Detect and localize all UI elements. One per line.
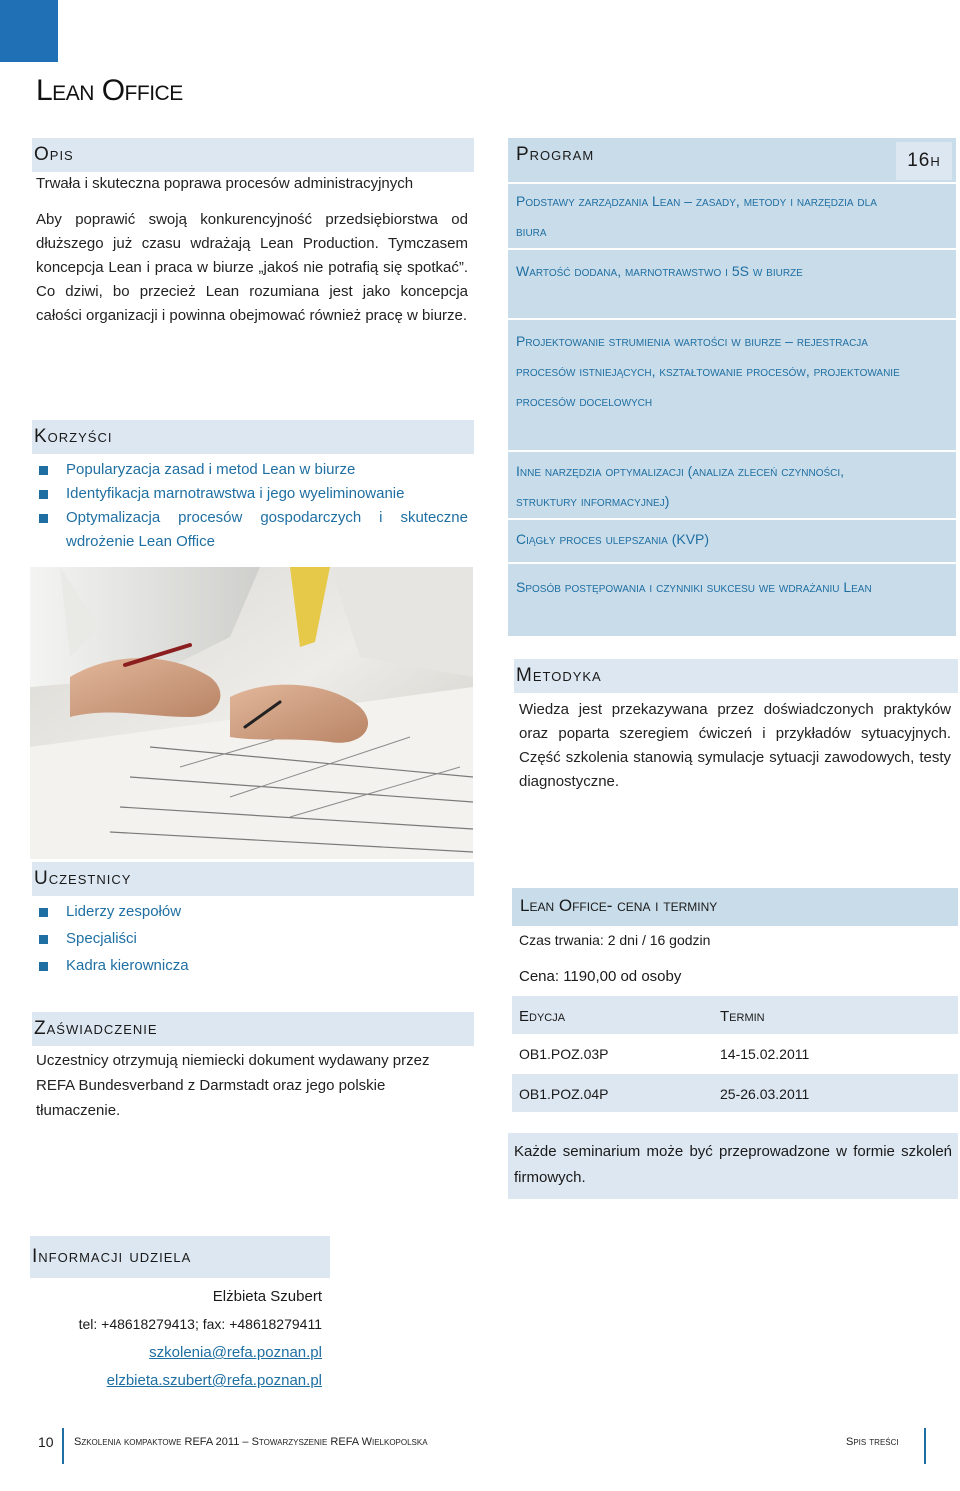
zaswiadczenie-body: Uczestnicy otrzymują niemiecki dokument wydawany przez REFA Bundesverband z Darmstadt oraz jego polskie tłumaczenie. [36, 1052, 430, 1119]
divider [508, 450, 956, 452]
info-heading: Informacji udziela [30, 1236, 330, 1278]
email-link-szkolenia[interactable]: szkolenia@refa.poznan.pl [149, 1344, 322, 1361]
footer-title: Szkolenia kompaktowe REFA 2011 – Stowarzyszenie REFA Wielkopolska [74, 1436, 428, 1448]
program-item: Projektowanie strumienia wartości w biurze – rejestracja procesów istniejących, kształtowanie procesów, projektowanie procesów docelowych [516, 333, 900, 409]
program-item: Podstawy zarządzania Lean – zasady, metody i narzędzia dla biura [516, 193, 877, 239]
price-text: Cena: 1190,00 od osoby [519, 968, 682, 985]
footer-divider [62, 1428, 64, 1464]
program-item: Inne narzędzia optymalizacji (analiza zleceń czynności, struktury informacyjnej) [516, 463, 845, 509]
korzysci-heading: Korzyści [32, 420, 474, 454]
program-hours: 16h [896, 142, 952, 180]
divider [508, 248, 956, 250]
divider [508, 518, 956, 520]
page-number: 10 [38, 1434, 54, 1450]
page-title: Lean Office [36, 74, 183, 107]
program-item: Sposób postępowania i czynniki sukcesu we wdrażaniu Lean [516, 579, 872, 595]
program-box [508, 138, 956, 636]
table-cell-edition: OB1.POZ.03P [519, 1046, 609, 1062]
footer-divider [924, 1428, 926, 1464]
note-box [508, 1133, 958, 1199]
contact-phone: tel: +48618279413; fax: +48618279411 [78, 1316, 322, 1332]
table-cell-date: 14-15.02.2011 [720, 1046, 810, 1062]
metodyka-heading: Metodyka [514, 659, 958, 693]
list-item: Popularyzacja zasad i metod Lean w biurze [36, 458, 468, 482]
list-item: Liderzy zespołów [36, 898, 468, 925]
square-bullet-icon [39, 514, 48, 523]
zaswiadczenie-heading: Zaświadczenie [32, 1012, 474, 1046]
corner-color-block [0, 0, 58, 62]
price-heading-bar [512, 888, 958, 926]
divider [508, 182, 956, 184]
table-cell-edition: OB1.POZ.04P [519, 1086, 609, 1102]
program-item: Ciągły proces ulepszania (KVP) [516, 531, 710, 547]
photo-hands-with-documents [30, 567, 473, 859]
divider [508, 562, 956, 564]
col-edition-header: Edycja [519, 1008, 566, 1025]
divider [508, 318, 956, 320]
square-bullet-icon [39, 466, 48, 475]
square-bullet-icon [39, 490, 48, 499]
square-bullet-icon [39, 935, 48, 944]
square-bullet-icon [39, 962, 48, 971]
duration-text: Czas trwania: 2 dni / 16 godzin [519, 932, 711, 948]
col-date-header: Termin [720, 1008, 765, 1025]
opis-lead: Trwała i skuteczna poprawa procesów administracyjnych [36, 175, 414, 192]
opis-heading: Opis [32, 138, 474, 172]
price-heading: Lean Office- cena i terminy [520, 896, 718, 915]
list-item: Specjaliści [36, 925, 468, 952]
uczestnicy-list [36, 898, 468, 979]
uczestnicy-heading: Uczestnicy [32, 862, 474, 896]
toc-link[interactable]: Spis treści [846, 1436, 899, 1448]
program-heading: Program [516, 144, 595, 165]
contact-name: Elżbieta Szubert [212, 1288, 322, 1305]
list-item: Optymalizacja procesów gospodarczych i skuteczne wdrożenie Lean Office [36, 506, 468, 554]
opis-body: Aby poprawić swoją konkurencyjność przedsiębiorstwa od dłuższego już czasu wdrażają Lean Production. Tymczasem koncepcja Lean i praca w biurze „jakoś nie potrafią się spotkać”. Co dziwi, bo przecież Lean rozumiana jest jako koncepcja całości organizacji i powinna obejmować również pracę w biurze. [36, 211, 468, 324]
list-item: Kadra kierownicza [36, 952, 468, 979]
list-item: Identyfikacja marnotrawstwa i jego wyeliminowanie [36, 482, 468, 506]
metodyka-body: Wiedza jest przekazywana przez doświadczonych praktyków oraz poparta szeregiem ćwiczeń i przykładów sytuacyjnych. Część szkolenia stanowią symulacje sytuacji zawodowych, testy diagnostyczne. [519, 701, 951, 790]
korzysci-list [36, 458, 468, 554]
program-item: Wartość dodana, marnotrawstwo i 5S w biurze [516, 263, 803, 279]
square-bullet-icon [39, 908, 48, 917]
table-cell-date: 25-26.03.2011 [720, 1086, 810, 1102]
note-text: Każde seminarium może być przeprowadzone w formie szkoleń firmowych. [514, 1143, 952, 1186]
email-link-szubert[interactable]: elzbieta.szubert@refa.poznan.pl [106, 1372, 322, 1389]
